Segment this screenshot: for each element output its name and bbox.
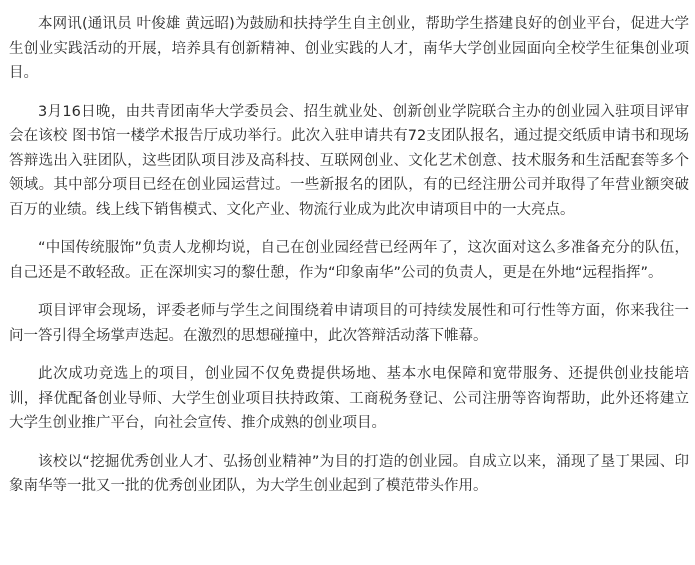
paragraph-team-leaders: “中国传统服饰”负责人龙柳均说，自己在创业园经营已经两年了，这次面对这么多准备充分的队伍，自己还是不敢轻敌。正在深圳实习的黎仕憩，作为“印象南华”公司的负责人，更是在外地“远程指挥”。 (9, 240, 689, 281)
article-body (9, 12, 689, 513)
paragraph-intro: 本网讯(通讯员 叶俊雄 黄远昭)为鼓励和扶持学生自主创业，帮助学生搭建良好的创业平台，促进大学生创业实践活动的开展，培养具有创新精神、创业实践的人才，南华大学创业园面向全校学生征集创业项目。 (9, 16, 689, 81)
paragraph-review-scene: 项目评审会现场，评委老师与学生之间围绕着申请项目的可持续发展性和可行性等方面，你来我往一问一答引得全场掌声迭起。在激烈的思想碰撞中，此次答辩活动落下帷幕。 (9, 303, 689, 344)
paragraph-support-services: 此次成功竞选上的项目，创业园不仅免费提供场地、基本水电保障和宽带服务、还提供创业技能培训，择优配备创业导师、大学生创业项目扶持政策、工商税务登记、公司注册等咨询帮助，此外还将建立大学生创业推广平台，向社会宣传、推介成熟的创业项目。 (9, 366, 689, 431)
paragraph-conclusion: 该校以“挖掘优秀创业人才、弘扬创业精神”为目的打造的创业园。自成立以来，涌现了垦丁果园、印象南华等一批又一批的优秀创业团队，为大学生创业起到了模范带头作用。 (9, 453, 689, 494)
paragraph-review-event: 3月16日晚，由共青团南华大学委员会、招生就业处、创新创业学院联合主办的创业园入驻项目评审会在该校 图书馆一楼学术报告厅成功举行。此次入驻申请共有72支团队报名，通过提交纸质申请书和现场答辩选出入驻团队，这些团队项目涉及高科技、互联网创业、文化艺术创意、技术服务和生活配套等多个领域。其中部分项目已经在创业园运营过。一些新报名的团队，有的已经注册公司并取得了年营业额突破百万的业绩。线上线下销售模式、文化产业、物流行业成为此次申请项目中的一大亮点。 (9, 103, 689, 218)
